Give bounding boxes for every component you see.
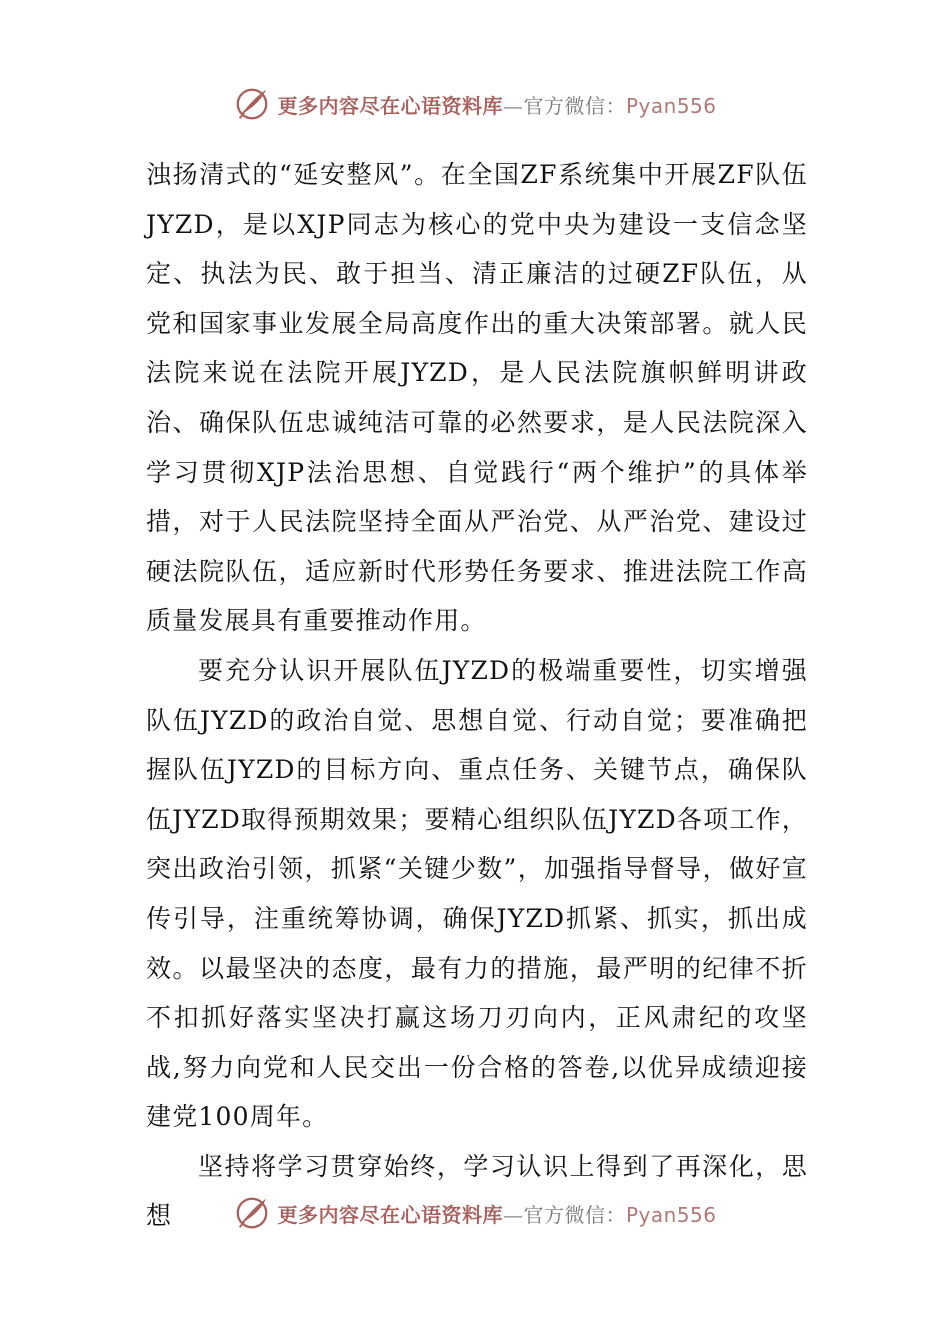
watermark-text xyxy=(277,90,716,119)
paragraph-2: 要充分认识开展队伍JYZD的极端重要性，切实增强队伍JYZD的政治自觉、思想自觉、行动自觉；要准确把握队伍JYZD的目标方向、重点任务、关键节点，确保队伍JYZD取得预期效果；要精心组织队伍JYZD各项工作，突出政治引领，抓紧“关键少数”，加强指导督导，做好宣传引导，注重统筹协调，确保JYZD抓紧、抓实，抓出成效。以最坚决的态度，最有力的措施，最严明的纪律不折不扣抓好落实坚决打赢这场刀刃向内，正风肃纪的攻坚战,努力向党和人民交出一份合格的答卷,以优异成绩迎接建党100周年。 xyxy=(146,655,808,1132)
watermark-footer xyxy=(0,1193,950,1233)
watermark-brand: 更多内容尽在心语资料库 xyxy=(277,1202,503,1227)
watermark-label: 官方微信： xyxy=(523,1202,626,1227)
quill-logo-icon xyxy=(233,1194,271,1232)
paragraph-1: 浊扬清式的“延安整风”。在全国ZF系统集中开展ZF队伍JYZD，是以XJP同志为核心的党中央为建设一支信念坚定、执法为民、敢于担当、清正廉洁的过硬ZF队伍，从党和国家事业发展全局高度作出的重大决策部署。就人民法院来说在法院开展JYZD，是人民法院旗帜鲜明讲政治、确保队伍忠诚纯洁可靠的必然要求，是人民法院深入学习贯彻XJP法治思想、自觉践行“两个维护”的具体举措，对于人民法院坚持全面从严治党、从严治党、建设过硬法院队伍，适应新时代形势任务要求、推进法院工作高质量发展具有重要推动作用。 xyxy=(146,160,808,636)
watermark-id: Pyan556 xyxy=(625,93,717,118)
watermark-header xyxy=(0,84,950,124)
watermark-label: 官方微信： xyxy=(523,93,626,118)
watermark-id: Pyan556 xyxy=(625,1202,717,1227)
document-body xyxy=(146,150,808,1241)
watermark-brand: 更多内容尽在心语资料库 xyxy=(277,93,503,118)
watermark-separator: — xyxy=(502,93,524,118)
watermark-separator: — xyxy=(502,1202,524,1227)
watermark-text xyxy=(277,1199,716,1228)
paragraph-3: 坚持将学习贯穿始终，学习认识上得到了再深化，思想 xyxy=(146,1151,808,1231)
quill-logo-icon xyxy=(233,85,271,123)
